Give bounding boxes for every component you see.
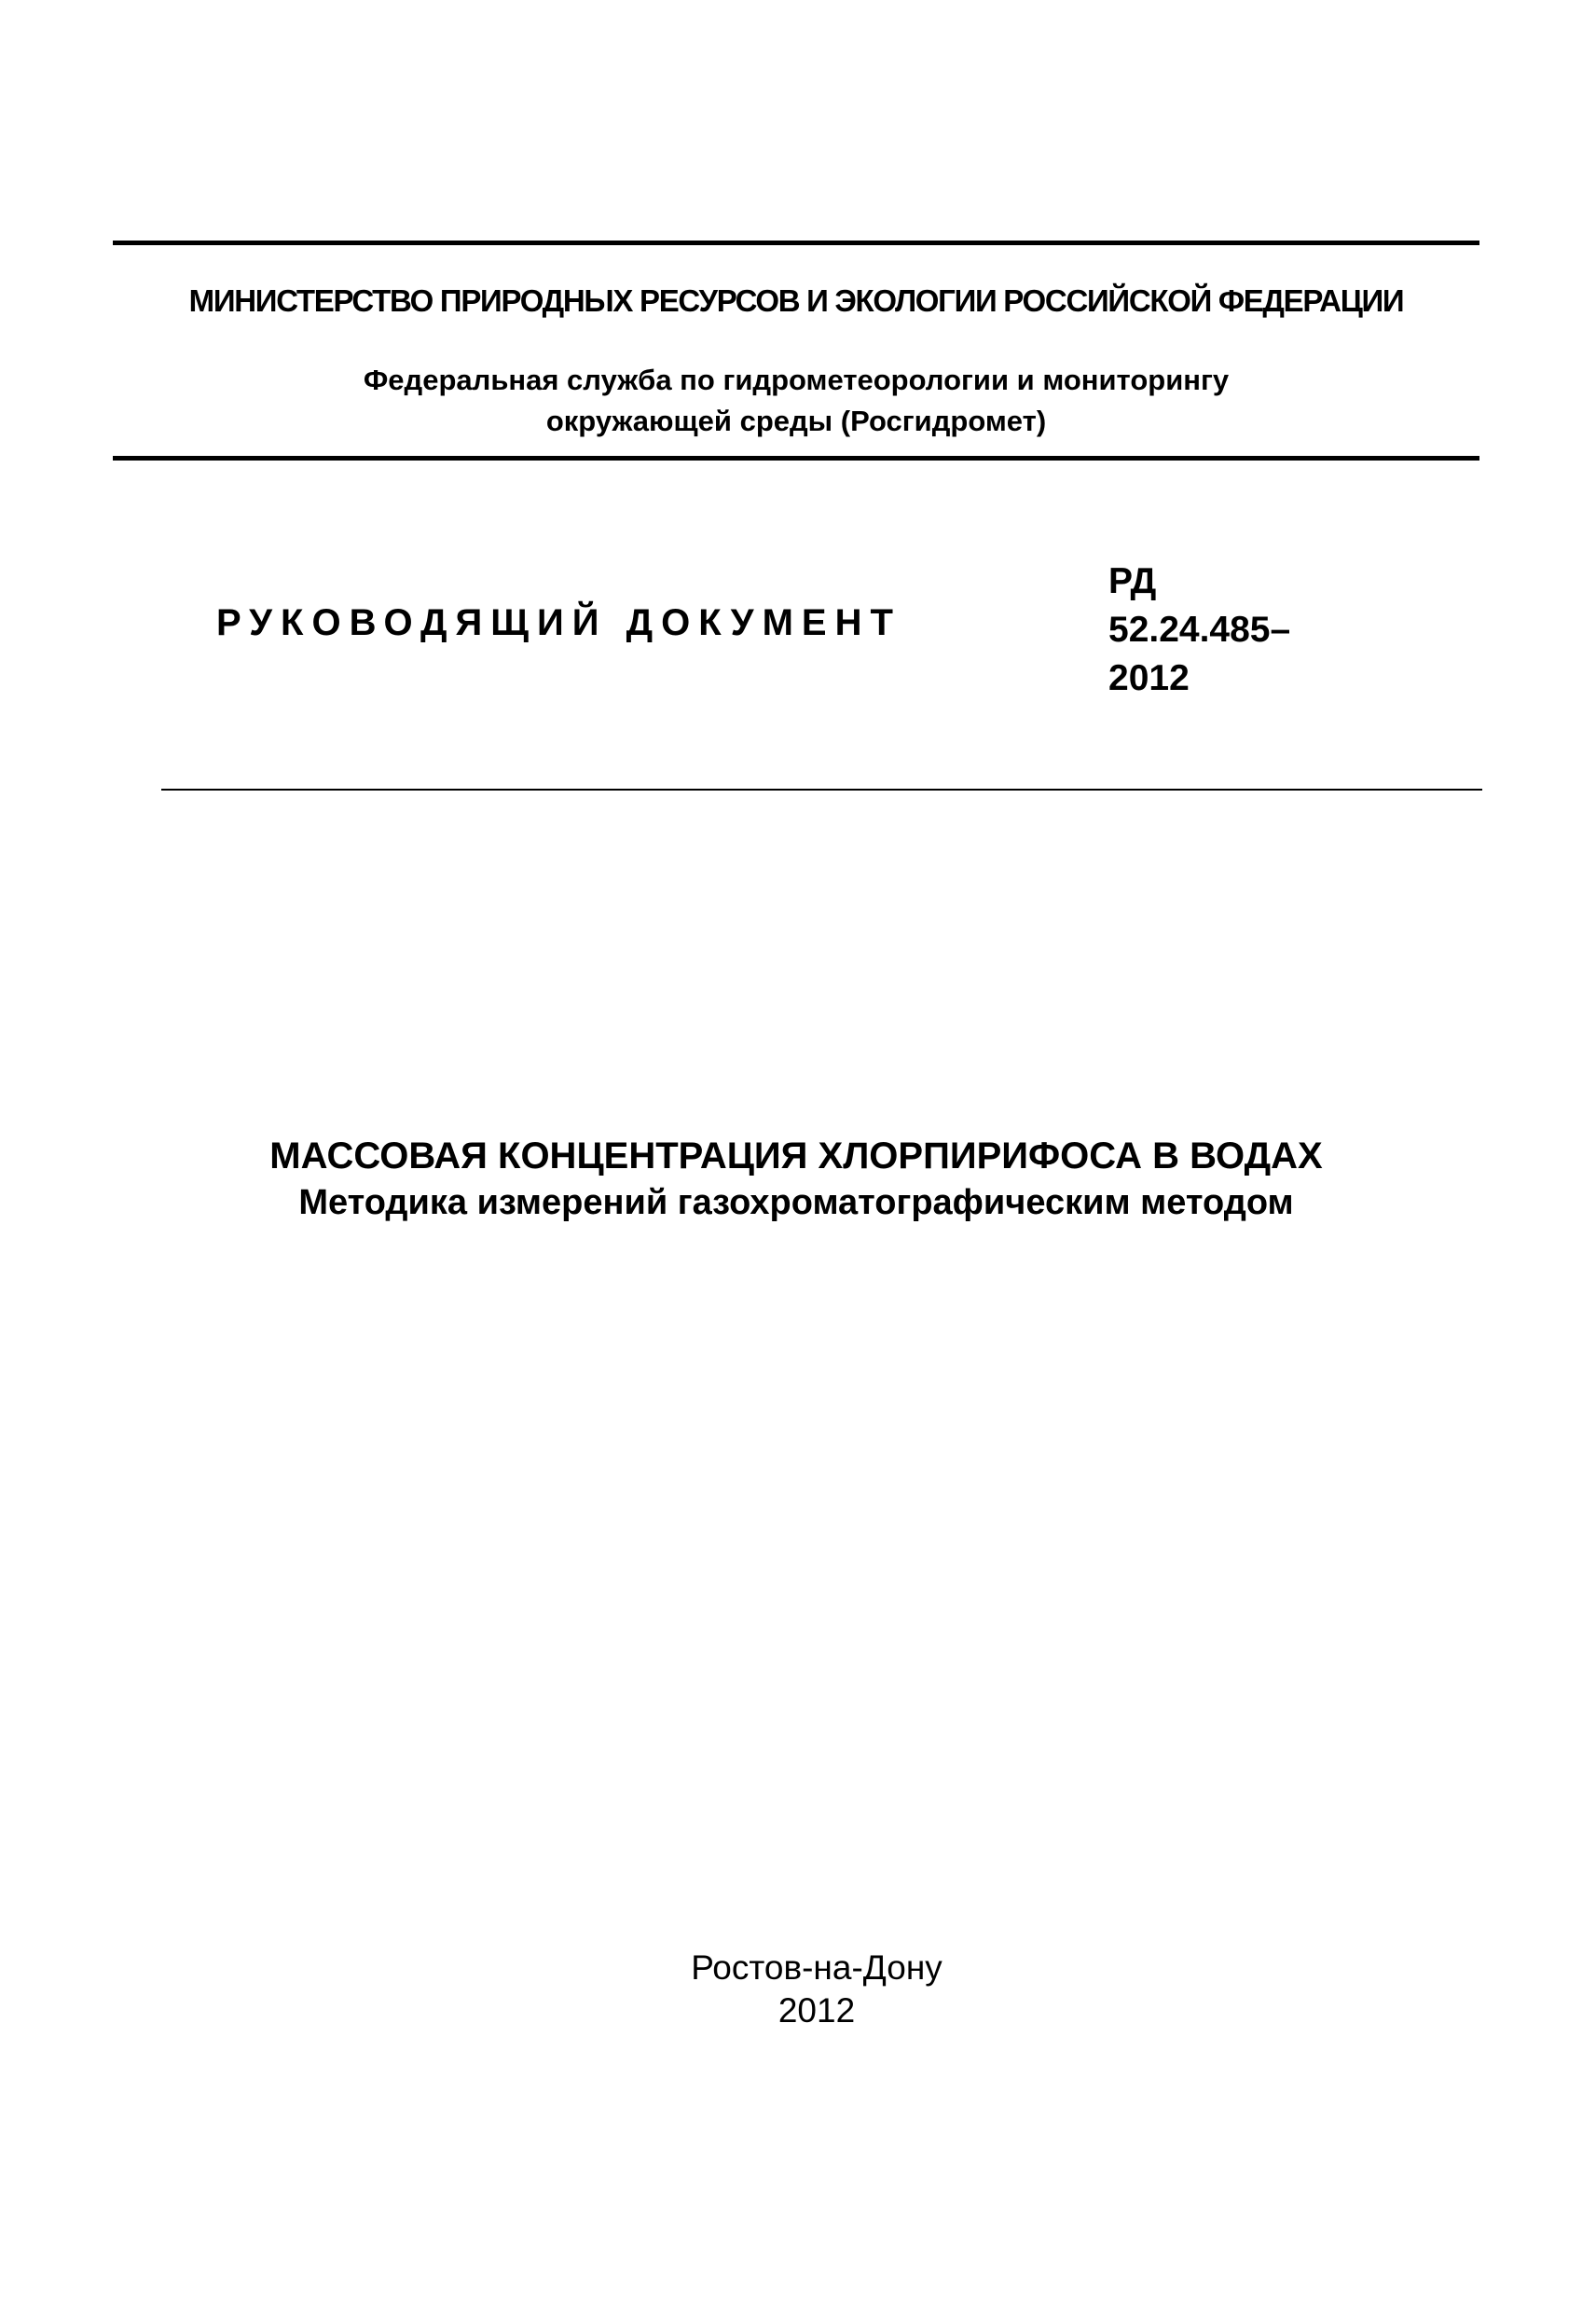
document-number-line-2: 52.24.485– <box>1108 610 1291 650</box>
publication-city: Ростов-на-Дону <box>691 1948 942 1987</box>
service-name <box>113 360 1479 442</box>
document-number-line-1: РД <box>1108 561 1157 601</box>
ministry-name: МИНИСТЕРСТВО ПРИРОДНЫХ РЕСУРСОВ И ЭКОЛОГИИ РОССИЙСКОЙ ФЕДЕРАЦИИ <box>188 283 1404 318</box>
document-title-line-1: МАССОВАЯ КОНЦЕНТРАЦИЯ ХЛОРПИРИФОСА В ВОДАХ <box>269 1135 1323 1177</box>
thin-rule <box>161 789 1482 791</box>
middle-rule <box>113 456 1479 461</box>
service-name-line-2: окружающей среды (Росгидромет) <box>545 405 1047 437</box>
document-title <box>113 1133 1479 1226</box>
service-name-line-1: Федеральная служба по гидрометеорологии и мониторингу <box>363 364 1230 396</box>
document-subtitle: Методика измерений газохроматографическим методом <box>298 1183 1294 1222</box>
document-type: РУКОВОДЯЩИЙ ДОКУМЕНТ <box>216 602 901 643</box>
publication-year: 2012 <box>777 1991 856 2030</box>
top-rule <box>113 241 1479 245</box>
document-number <box>1108 557 1290 703</box>
document-number-line-3: 2012 <box>1108 658 1190 698</box>
publication-place-year <box>113 1947 1520 2032</box>
